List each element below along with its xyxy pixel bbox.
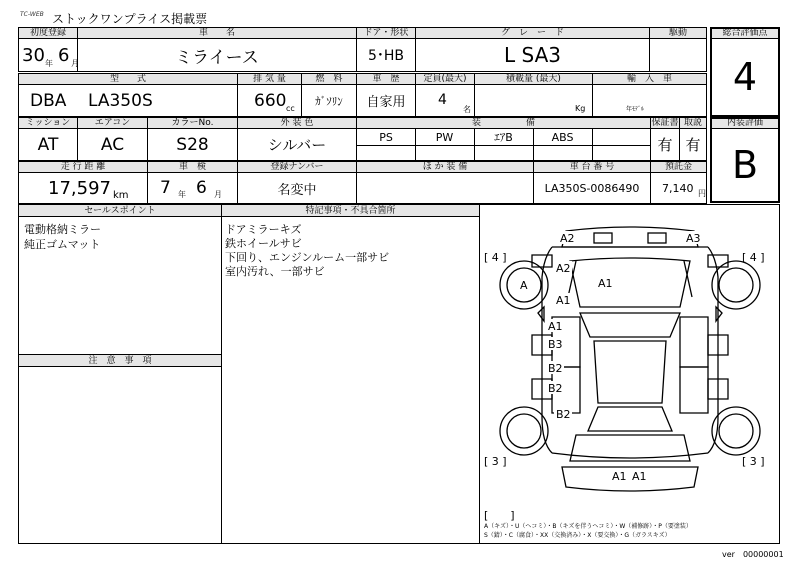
form-title: ストックワンプライス掲載票 <box>52 12 208 26</box>
sales-point-item: 電動格納ミラー <box>24 223 101 236</box>
first-reg-month-unit: 月 <box>71 59 79 68</box>
color-no-value: S28 <box>147 128 238 161</box>
other-equipment-value <box>356 172 534 204</box>
equipment-item: ABS <box>533 129 593 146</box>
damage-mark: A1 <box>556 294 571 307</box>
aircon-value: AC <box>77 128 148 161</box>
header-car-name: 車 名 <box>77 27 357 39</box>
header-model: 型 式 <box>18 73 238 85</box>
header-car-history: 車 歴 <box>356 73 416 85</box>
overall-score-value: 4 <box>710 38 780 117</box>
capacity-unit: 名 <box>463 105 471 114</box>
note-item: 鉄ホイールサビ <box>225 237 302 250</box>
model-year-label: 年ﾓﾃﾞﾙ <box>626 106 645 113</box>
logo: TC-WEB <box>20 11 44 18</box>
corner-label-bl: [ 3 ] <box>484 455 507 468</box>
header-reg-plate: 登録ナンバー <box>237 161 357 173</box>
deposit-value: 7,140 <box>662 182 694 195</box>
note-item: 下回り、エンジンルーム一部サビ <box>225 251 390 264</box>
header-other-equipment: ほ か 装 備 <box>356 161 534 173</box>
note-item: 室内汚れ、一部サビ <box>225 265 325 278</box>
header-drive: 駆動 <box>649 27 707 39</box>
header-chassis-no: 車 台 番 号 <box>533 161 651 173</box>
header-mission: ミッション <box>18 117 78 129</box>
header-caution: 注 意 事 項 <box>18 354 222 367</box>
sales-point-item: 純正ゴムマット <box>24 238 101 251</box>
mileage-value: 17,597 <box>48 178 111 199</box>
import-cell <box>592 84 707 117</box>
displacement-value: 660 <box>254 91 287 111</box>
header-equipment: 装 備 <box>356 117 651 129</box>
reg-plate-value: 名変中 <box>237 172 357 204</box>
exterior-color-value: シルバー <box>237 128 357 161</box>
damage-mark: A1 <box>548 320 563 333</box>
equipment-item: PW <box>415 129 475 146</box>
damage-mark: B2 <box>548 382 563 395</box>
inspection-year: 7 <box>160 178 171 198</box>
chassis-no-value: LA350S-0086490 <box>533 172 651 204</box>
inspection-month: 6 <box>196 178 207 198</box>
corner-label-br: [ 3 ] <box>742 455 765 468</box>
header-aircon: エアコン <box>77 117 148 129</box>
damage-mark: A2 <box>560 232 575 245</box>
header-deposit: 預託金 <box>650 161 707 173</box>
corner-label-tl: [ 4 ] <box>484 251 507 264</box>
damage-mark: A1 <box>598 277 613 290</box>
legend-line: A（キズ）・U（ヘコミ）・B（キズを伴うヘコミ）・W（補修跡）・P（要塗装） <box>484 523 692 530</box>
equipment-item: PS <box>357 129 416 146</box>
damage-mark: A <box>520 279 528 292</box>
header-overall-score: 総合評価点 <box>710 27 780 39</box>
header-mileage: 走 行 距 離 <box>18 161 148 173</box>
header-fuel: 燃 料 <box>301 73 357 85</box>
damage-mark: B3 <box>548 338 563 351</box>
capacity-value: 4 <box>438 92 447 108</box>
header-color-no: カラーNo. <box>147 117 238 129</box>
damage-mark: A2 <box>556 262 571 275</box>
header-warranty: 保証書 <box>651 118 679 128</box>
first-reg-year: 30 <box>22 45 45 66</box>
inspection-year-unit: 年 <box>178 190 186 199</box>
warranty-value: 有 <box>650 128 680 161</box>
interior-score-value: B <box>710 128 780 203</box>
damage-mark: A3 <box>686 232 701 245</box>
header-manual: 取説 <box>679 117 707 129</box>
note-item: ドアミラーキズ <box>225 223 302 236</box>
header-inspection: 車 検 <box>147 161 238 173</box>
header-interior-score: 内装評価 <box>710 117 780 129</box>
header-capacity: 定員(最大) <box>415 73 475 85</box>
header-door-shape: ドア・形状 <box>356 27 416 39</box>
header-import: 輸 入 車 <box>592 73 707 85</box>
header-notes: 特記事項・不具合箇所 <box>221 204 480 217</box>
corner-label-tr: [ 4 ] <box>742 251 765 264</box>
mission-value: AT <box>18 128 78 161</box>
inspection-month-unit: 月 <box>214 190 222 199</box>
first-reg-month: 6 <box>58 45 70 66</box>
header-load: 積載量 (最大) <box>474 73 593 85</box>
damage-mark: A1 <box>612 470 627 483</box>
corner-label-bottom: [ ] <box>484 509 515 522</box>
header-sales-points: セールスポイント <box>18 204 222 217</box>
damage-mark: A1 <box>632 470 647 483</box>
grade-value: L SA3 <box>415 38 650 72</box>
fuel-value: ｶﾞｿﾘﾝ <box>301 84 357 117</box>
door-shape-value: 5･HB <box>356 38 416 72</box>
damage-mark: B2 <box>548 362 563 375</box>
header-grade: グ レ ー ド <box>415 27 650 39</box>
model-prefix: DBA <box>30 91 67 111</box>
equipment-item: ｴｱB <box>474 129 534 146</box>
header-exterior-color: 外 装 色 <box>237 117 357 129</box>
equipment-item-empty <box>592 129 650 146</box>
header-displacement: 排 気 量 <box>237 73 302 85</box>
mileage-unit: km <box>113 190 129 201</box>
damage-mark: B2 <box>556 408 571 421</box>
first-reg-year-unit: 年 <box>45 59 53 68</box>
deposit-unit: 円 <box>698 189 706 198</box>
legend-line: S（錆）・C（腐食）・XX（交換済み）・X（要交換）・G（ガラスキズ） <box>484 532 671 539</box>
car-diagram <box>480 217 779 543</box>
load-unit: Kg <box>575 104 586 113</box>
displacement-unit: cc <box>286 104 295 113</box>
header-first-reg: 初度登録 <box>18 27 78 39</box>
drive-value <box>649 38 707 72</box>
car-history-value: 自家用 <box>356 84 416 117</box>
version-label: ver 00000001 <box>722 550 784 559</box>
car-name-value: ミライース <box>77 38 357 72</box>
manual-value: 有 <box>679 128 707 161</box>
model-value: LA350S <box>88 91 153 111</box>
